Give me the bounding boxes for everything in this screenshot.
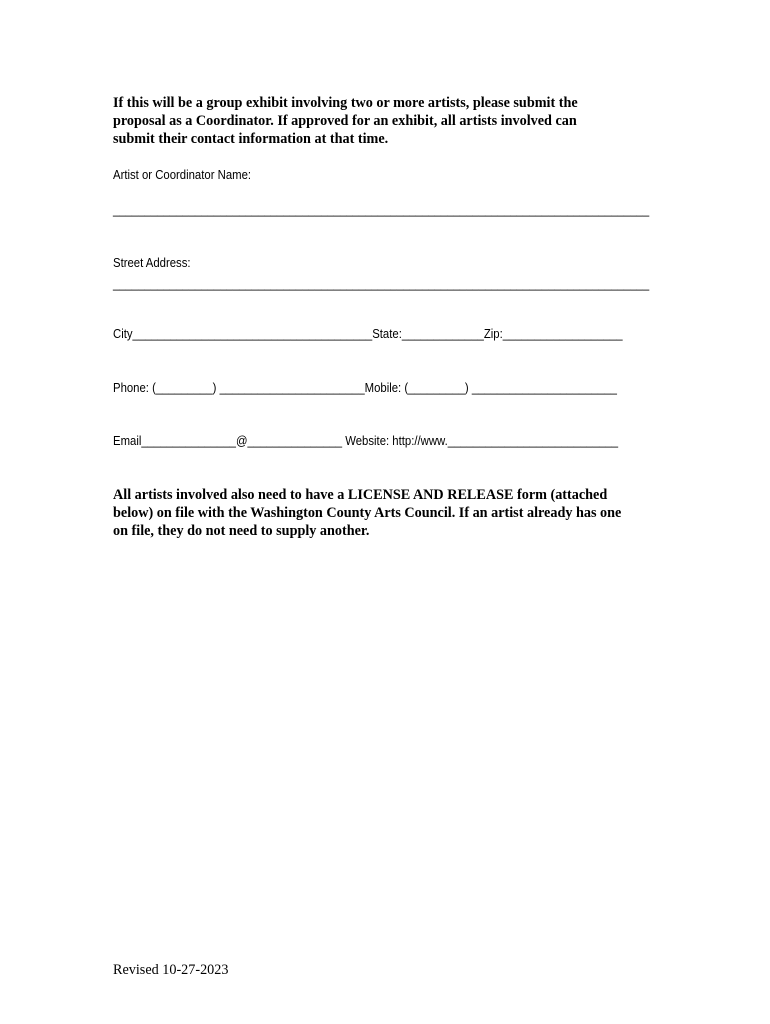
city-state-zip-line[interactable]: City______________________________________State:_____________Zip:___________________ [113, 326, 623, 341]
address-label: Street Address: [113, 255, 191, 270]
email-website-line[interactable]: Email_______________@_______________ Website: http://www.___________________________ [113, 433, 619, 448]
name-blank-field[interactable]: _____________________________________________________________________________________ [113, 202, 650, 217]
notice-line: below) on file with the Washington County Arts Council. If an artist already has one [113, 505, 622, 521]
intro-paragraph [113, 94, 673, 148]
phone-mobile-line[interactable]: Phone: (_________) _______________________Mobile: (_________) _______________________ [113, 380, 617, 395]
notice-paragraph [113, 486, 673, 540]
intro-line: submit their contact information at that time. [113, 131, 389, 147]
name-label: Artist or Coordinator Name: [113, 167, 252, 182]
intro-line: proposal as a Coordinator. If approved for an exhibit, all artists involved can [113, 113, 577, 129]
intro-line: If this will be a group exhibit involving two or more artists, please submit the [113, 95, 578, 111]
notice-line: on file, they do not need to supply another. [113, 523, 370, 539]
revision-date: Revised 10-27-2023 [113, 962, 229, 978]
address-blank-field[interactable]: _____________________________________________________________________________________ [113, 276, 650, 291]
notice-line: All artists involved also need to have a LICENSE AND RELEASE form (attached [113, 487, 608, 503]
